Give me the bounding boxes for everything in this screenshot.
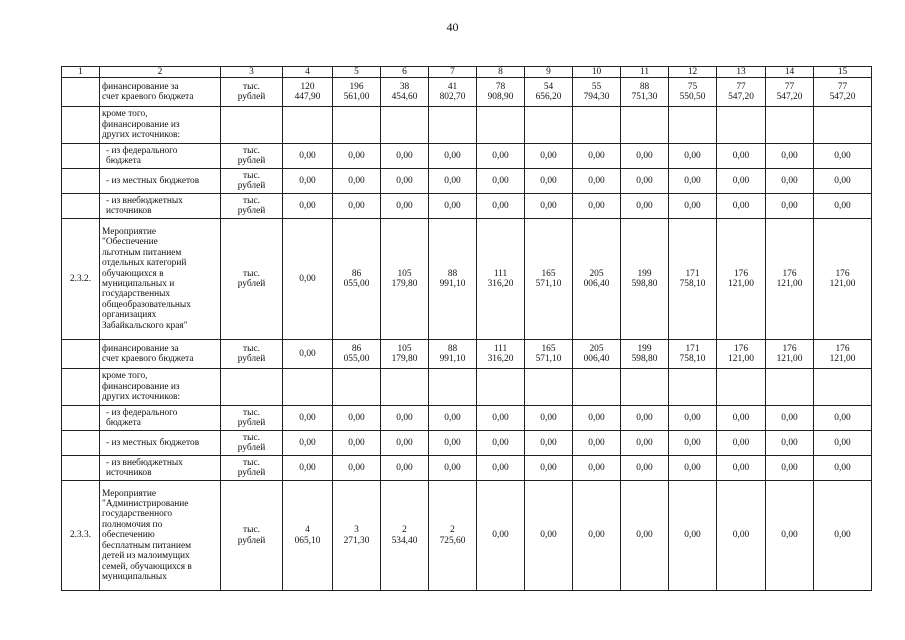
row-unit (221, 369, 283, 406)
row-unit: тыс. рублей (221, 340, 283, 369)
row-unit: тыс. рублей (221, 78, 283, 107)
value-cell: 0,00 (429, 194, 477, 219)
row-name: - из внебюджетных источников (100, 194, 221, 219)
row-unit: тыс. рублей (221, 481, 283, 591)
value-cell: 0,00 (669, 456, 717, 481)
value-cell (573, 107, 621, 144)
value-cell (766, 107, 814, 144)
value-cell: 0,00 (477, 144, 525, 169)
column-number: 14 (766, 67, 814, 78)
value-cell: 0,00 (814, 144, 872, 169)
value-cell: 88 991,10 (429, 219, 477, 340)
value-cell: 0,00 (814, 194, 872, 219)
value-cell: 176 121,00 (717, 219, 766, 340)
row-code (62, 340, 100, 369)
value-cell: 0,00 (717, 481, 766, 591)
row-code: 2.3.3. (62, 481, 100, 591)
column-number: 8 (477, 67, 525, 78)
value-cell: 0,00 (717, 406, 766, 431)
value-cell: 0,00 (621, 144, 669, 169)
value-cell (669, 369, 717, 406)
value-cell: 0,00 (429, 169, 477, 194)
value-cell: 0,00 (283, 144, 333, 169)
value-cell: 171 758,10 (669, 340, 717, 369)
table-row (62, 107, 872, 144)
value-cell: 0,00 (429, 144, 477, 169)
value-cell: 105 179,80 (381, 219, 429, 340)
value-cell: 105 179,80 (381, 340, 429, 369)
value-cell: 176 121,00 (766, 219, 814, 340)
row-unit: тыс. рублей (221, 194, 283, 219)
value-cell: 0,00 (429, 431, 477, 456)
column-number: 5 (333, 67, 381, 78)
value-cell: 0,00 (477, 431, 525, 456)
value-cell: 0,00 (381, 144, 429, 169)
row-name: - из внебюджетных источников (100, 456, 221, 481)
value-cell: 0,00 (381, 456, 429, 481)
value-cell: 0,00 (573, 431, 621, 456)
value-cell: 0,00 (477, 456, 525, 481)
value-cell: 0,00 (525, 456, 573, 481)
row-code (62, 107, 100, 144)
value-cell: 2 725,60 (429, 481, 477, 591)
row-unit: тыс. рублей (221, 456, 283, 481)
value-cell: 0,00 (333, 456, 381, 481)
value-cell: 0,00 (573, 406, 621, 431)
value-cell: 88 991,10 (429, 340, 477, 369)
value-cell (717, 369, 766, 406)
value-cell: 0,00 (525, 144, 573, 169)
row-unit: тыс. рублей (221, 169, 283, 194)
row-unit: тыс. рублей (221, 431, 283, 456)
table-row (62, 169, 872, 194)
row-unit (221, 107, 283, 144)
value-cell: 0,00 (429, 406, 477, 431)
value-cell: 0,00 (669, 194, 717, 219)
value-cell: 0,00 (283, 406, 333, 431)
value-cell: 0,00 (333, 431, 381, 456)
value-cell: 0,00 (333, 406, 381, 431)
row-name: финансирование за счет краевого бюджета (100, 78, 221, 107)
value-cell: 0,00 (621, 406, 669, 431)
column-number: 3 (221, 67, 283, 78)
table-row (62, 369, 872, 406)
column-number: 12 (669, 67, 717, 78)
row-code (62, 456, 100, 481)
value-cell: 0,00 (477, 194, 525, 219)
value-cell: 78 908,90 (477, 78, 525, 107)
value-cell: 176 121,00 (814, 219, 872, 340)
value-cell: 0,00 (766, 431, 814, 456)
value-cell: 205 006,40 (573, 219, 621, 340)
value-cell: 4 065,10 (283, 481, 333, 591)
value-cell: 0,00 (814, 406, 872, 431)
table-row (62, 406, 872, 431)
value-cell (477, 107, 525, 144)
value-cell: 199 598,80 (621, 340, 669, 369)
value-cell: 0,00 (669, 431, 717, 456)
value-cell: 88 751,30 (621, 78, 669, 107)
value-cell: 120 447,90 (283, 78, 333, 107)
value-cell: 0,00 (669, 406, 717, 431)
value-cell: 0,00 (814, 431, 872, 456)
value-cell: 0,00 (766, 169, 814, 194)
value-cell: 77 547,20 (717, 78, 766, 107)
row-code (62, 169, 100, 194)
value-cell (814, 107, 872, 144)
column-number: 7 (429, 67, 477, 78)
value-cell: 0,00 (573, 481, 621, 591)
value-cell: 0,00 (477, 169, 525, 194)
value-cell: 86 055,00 (333, 219, 381, 340)
value-cell (429, 107, 477, 144)
value-cell: 3 271,30 (333, 481, 381, 591)
row-code (62, 431, 100, 456)
value-cell (429, 369, 477, 406)
value-cell (283, 369, 333, 406)
value-cell: 0,00 (717, 456, 766, 481)
value-cell: 0,00 (429, 456, 477, 481)
budget-table (61, 66, 872, 591)
value-cell: 0,00 (621, 481, 669, 591)
value-cell: 0,00 (525, 194, 573, 219)
table-row (62, 340, 872, 369)
value-cell (525, 107, 573, 144)
value-cell: 0,00 (525, 481, 573, 591)
value-cell (669, 107, 717, 144)
row-unit: тыс. рублей (221, 406, 283, 431)
value-cell: 0,00 (766, 406, 814, 431)
value-cell: 0,00 (669, 169, 717, 194)
value-cell (283, 107, 333, 144)
value-cell: 0,00 (333, 144, 381, 169)
value-cell: 0,00 (477, 481, 525, 591)
value-cell: 176 121,00 (814, 340, 872, 369)
value-cell: 0,00 (525, 406, 573, 431)
row-code (62, 78, 100, 107)
value-cell (814, 369, 872, 406)
value-cell: 0,00 (621, 169, 669, 194)
value-cell: 0,00 (381, 169, 429, 194)
value-cell: 0,00 (814, 456, 872, 481)
row-name: - из федерального бюджета (100, 406, 221, 431)
value-cell: 0,00 (717, 194, 766, 219)
row-unit: тыс. рублей (221, 219, 283, 340)
row-name: финансирование за счет краевого бюджета (100, 340, 221, 369)
column-number: 9 (525, 67, 573, 78)
value-cell: 171 758,10 (669, 219, 717, 340)
column-number: 10 (573, 67, 621, 78)
row-name: Мероприятие "Администрирование государственного полномочия по обеспечению бесплатным питанием детей из малоимущих семей, обучающихся в муниципальных (100, 481, 221, 591)
value-cell: 0,00 (525, 169, 573, 194)
value-cell (621, 369, 669, 406)
value-cell: 0,00 (621, 456, 669, 481)
value-cell: 75 550,50 (669, 78, 717, 107)
value-cell: 0,00 (766, 144, 814, 169)
row-code (62, 406, 100, 431)
value-cell: 54 656,20 (525, 78, 573, 107)
value-cell: 0,00 (814, 169, 872, 194)
value-cell: 2 534,40 (381, 481, 429, 591)
value-cell: 77 547,20 (766, 78, 814, 107)
value-cell: 111 316,20 (477, 340, 525, 369)
table-row (62, 144, 872, 169)
value-cell: 205 006,40 (573, 340, 621, 369)
page-number: 40 (446, 20, 459, 34)
value-cell: 196 561,00 (333, 78, 381, 107)
value-cell: 0,00 (573, 194, 621, 219)
row-name: кроме того, финансирование из других источников: (100, 107, 221, 144)
value-cell: 165 571,10 (525, 340, 573, 369)
value-cell (525, 369, 573, 406)
value-cell: 0,00 (573, 456, 621, 481)
value-cell: 0,00 (766, 481, 814, 591)
value-cell: 0,00 (477, 406, 525, 431)
value-cell: 0,00 (283, 456, 333, 481)
table-row (62, 78, 872, 107)
value-cell: 0,00 (573, 144, 621, 169)
row-name: - из местных бюджетов (100, 169, 221, 194)
value-cell (381, 369, 429, 406)
value-cell: 0,00 (573, 169, 621, 194)
value-cell: 0,00 (283, 219, 333, 340)
column-number: 15 (814, 67, 872, 78)
value-cell: 0,00 (621, 431, 669, 456)
value-cell: 199 598,80 (621, 219, 669, 340)
table-row (62, 194, 872, 219)
column-number: 6 (381, 67, 429, 78)
value-cell: 0,00 (766, 194, 814, 219)
value-cell: 0,00 (669, 144, 717, 169)
value-cell (573, 369, 621, 406)
value-cell: 86 055,00 (333, 340, 381, 369)
table-row (62, 431, 872, 456)
column-number: 13 (717, 67, 766, 78)
value-cell: 0,00 (766, 456, 814, 481)
value-cell: 0,00 (333, 194, 381, 219)
value-cell: 111 316,20 (477, 219, 525, 340)
row-code (62, 144, 100, 169)
value-cell: 0,00 (717, 431, 766, 456)
value-cell: 165 571,10 (525, 219, 573, 340)
value-cell: 0,00 (621, 194, 669, 219)
row-code (62, 369, 100, 406)
row-unit: тыс. рублей (221, 144, 283, 169)
column-number: 2 (100, 67, 221, 78)
value-cell: 0,00 (333, 169, 381, 194)
value-cell: 176 121,00 (766, 340, 814, 369)
row-name: Мероприятие "Обеспечение льготным питанием отдельных категорий обучающихся в муниципальных и государственных общеобразовательных организациях Забайкальского края" (100, 219, 221, 340)
column-number: 11 (621, 67, 669, 78)
value-cell (766, 369, 814, 406)
value-cell: 176 121,00 (717, 340, 766, 369)
value-cell: 0,00 (381, 194, 429, 219)
row-code (62, 194, 100, 219)
value-cell (333, 107, 381, 144)
value-cell: 38 454,60 (381, 78, 429, 107)
value-cell: 0,00 (381, 406, 429, 431)
table-row (62, 456, 872, 481)
value-cell: 0,00 (283, 169, 333, 194)
value-cell: 0,00 (669, 481, 717, 591)
value-cell: 77 547,20 (814, 78, 872, 107)
column-number: 4 (283, 67, 333, 78)
column-number: 1 (62, 67, 100, 78)
value-cell: 0,00 (525, 431, 573, 456)
row-name: кроме того, финансирование из других источников: (100, 369, 221, 406)
value-cell (477, 369, 525, 406)
value-cell: 55 794,30 (573, 78, 621, 107)
value-cell (717, 107, 766, 144)
value-cell: 0,00 (814, 481, 872, 591)
value-cell (621, 107, 669, 144)
value-cell (333, 369, 381, 406)
value-cell: 0,00 (717, 144, 766, 169)
value-cell: 41 802,70 (429, 78, 477, 107)
value-cell: 0,00 (283, 194, 333, 219)
value-cell: 0,00 (283, 431, 333, 456)
row-name: - из федерального бюджета (100, 144, 221, 169)
value-cell (381, 107, 429, 144)
value-cell: 0,00 (717, 169, 766, 194)
table-row (62, 219, 872, 340)
row-name: - из местных бюджетов (100, 431, 221, 456)
value-cell: 0,00 (381, 431, 429, 456)
table-row (62, 481, 872, 591)
column-number-row (62, 67, 872, 78)
row-code: 2.3.2. (62, 219, 100, 340)
value-cell: 0,00 (283, 340, 333, 369)
